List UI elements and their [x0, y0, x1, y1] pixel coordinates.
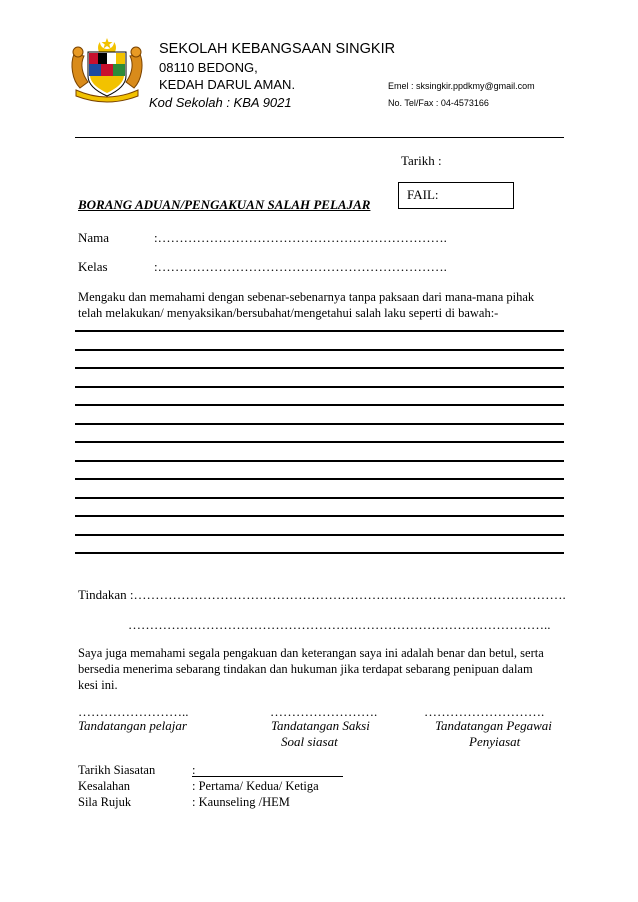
writing-line [75, 552, 564, 554]
school-phone: No. Tel/Fax : 04-4573166 [388, 98, 489, 108]
student-signature-label: Tandatangan pelajar [78, 718, 187, 733]
witness-signature-field[interactable]: ……………………. [270, 704, 378, 719]
name-label: Nama [78, 230, 110, 245]
investigation-date-label: Tarikh Siasatan [78, 763, 156, 777]
officer-signature-field[interactable]: ………………………. [424, 704, 545, 719]
writing-line [75, 497, 564, 499]
school-code: Kod Sekolah : KBA 9021 [149, 95, 292, 110]
writing-line [75, 367, 564, 369]
officer-signature-label-2: Penyiasat [469, 734, 521, 749]
file-number-box[interactable] [398, 182, 514, 209]
witness-signature-label: Tandatangan Saksi [271, 718, 370, 733]
address-line-2: KEDAH DARUL AMAN. [159, 77, 296, 92]
writing-line [75, 330, 564, 332]
officer-signature-label: Tandatangan Pegawai [435, 718, 552, 733]
writing-line [75, 478, 564, 480]
investigation-date-colon: : [192, 763, 196, 777]
declaration-line-3: kesi ini. [78, 678, 118, 692]
file-label: FAIL: [407, 187, 439, 202]
offence-value: : Pertama/ Kedua/ Ketiga [192, 779, 319, 793]
writing-line [75, 349, 564, 351]
class-label: Kelas [78, 259, 108, 274]
school-name: SEKOLAH KEBANGSAAN SINGKIR [159, 41, 396, 57]
statement-line-2: telah melakukan/ menyaksikan/bersubahat/mengetahui salah laku seperti di bawah:- [78, 306, 499, 320]
statement-line-1: Mengaku dan memahami dengan sebenar-sebenarnya tanpa paksaan dari mana-mana pihak [78, 290, 535, 304]
student-signature-field[interactable]: …………………….. [78, 704, 189, 719]
refer-value: : Kaunseling /HEM [192, 795, 290, 809]
header-divider [75, 137, 564, 138]
writing-line [75, 386, 564, 388]
form-title: BORANG ADUAN/PENGAKUAN SALAH PELAJAR [78, 197, 371, 212]
class-field[interactable]: :…………………………………………………………. [154, 259, 447, 274]
writing-line [75, 515, 564, 517]
writing-line [75, 404, 564, 406]
declaration-line-2: bersedia menerima sebarang tindakan dan hukuman jika terdapat sebarang penipuan dalam [78, 662, 533, 676]
date-label: Tarikh : [401, 153, 442, 168]
writing-line [75, 423, 564, 425]
action-field-line-2[interactable]: …………………………………………………………………………………….. [128, 617, 551, 632]
school-email: Emel : sksingkir.ppdkmy@gmail.com [388, 81, 535, 91]
writing-line [75, 534, 564, 536]
witness-signature-label-2: Soal siasat [281, 734, 338, 749]
writing-line [75, 460, 564, 462]
refer-label: Sila Rujuk [78, 795, 132, 809]
offence-label: Kesalahan [78, 779, 131, 793]
declaration-line-1: Saya juga memahami segala pengakuan dan keterangan saya ini adalah benar dan betul, serta [78, 646, 544, 660]
school-crest-logo [68, 36, 146, 104]
address-line-1: 08110 BEDONG, [159, 60, 258, 75]
name-field[interactable]: :…………………………………………………………. [154, 230, 447, 245]
writing-line [75, 441, 564, 443]
investigation-date-field[interactable] [192, 762, 343, 777]
action-field[interactable]: Tindakan :………………………………………………………………………………………. [78, 587, 566, 602]
